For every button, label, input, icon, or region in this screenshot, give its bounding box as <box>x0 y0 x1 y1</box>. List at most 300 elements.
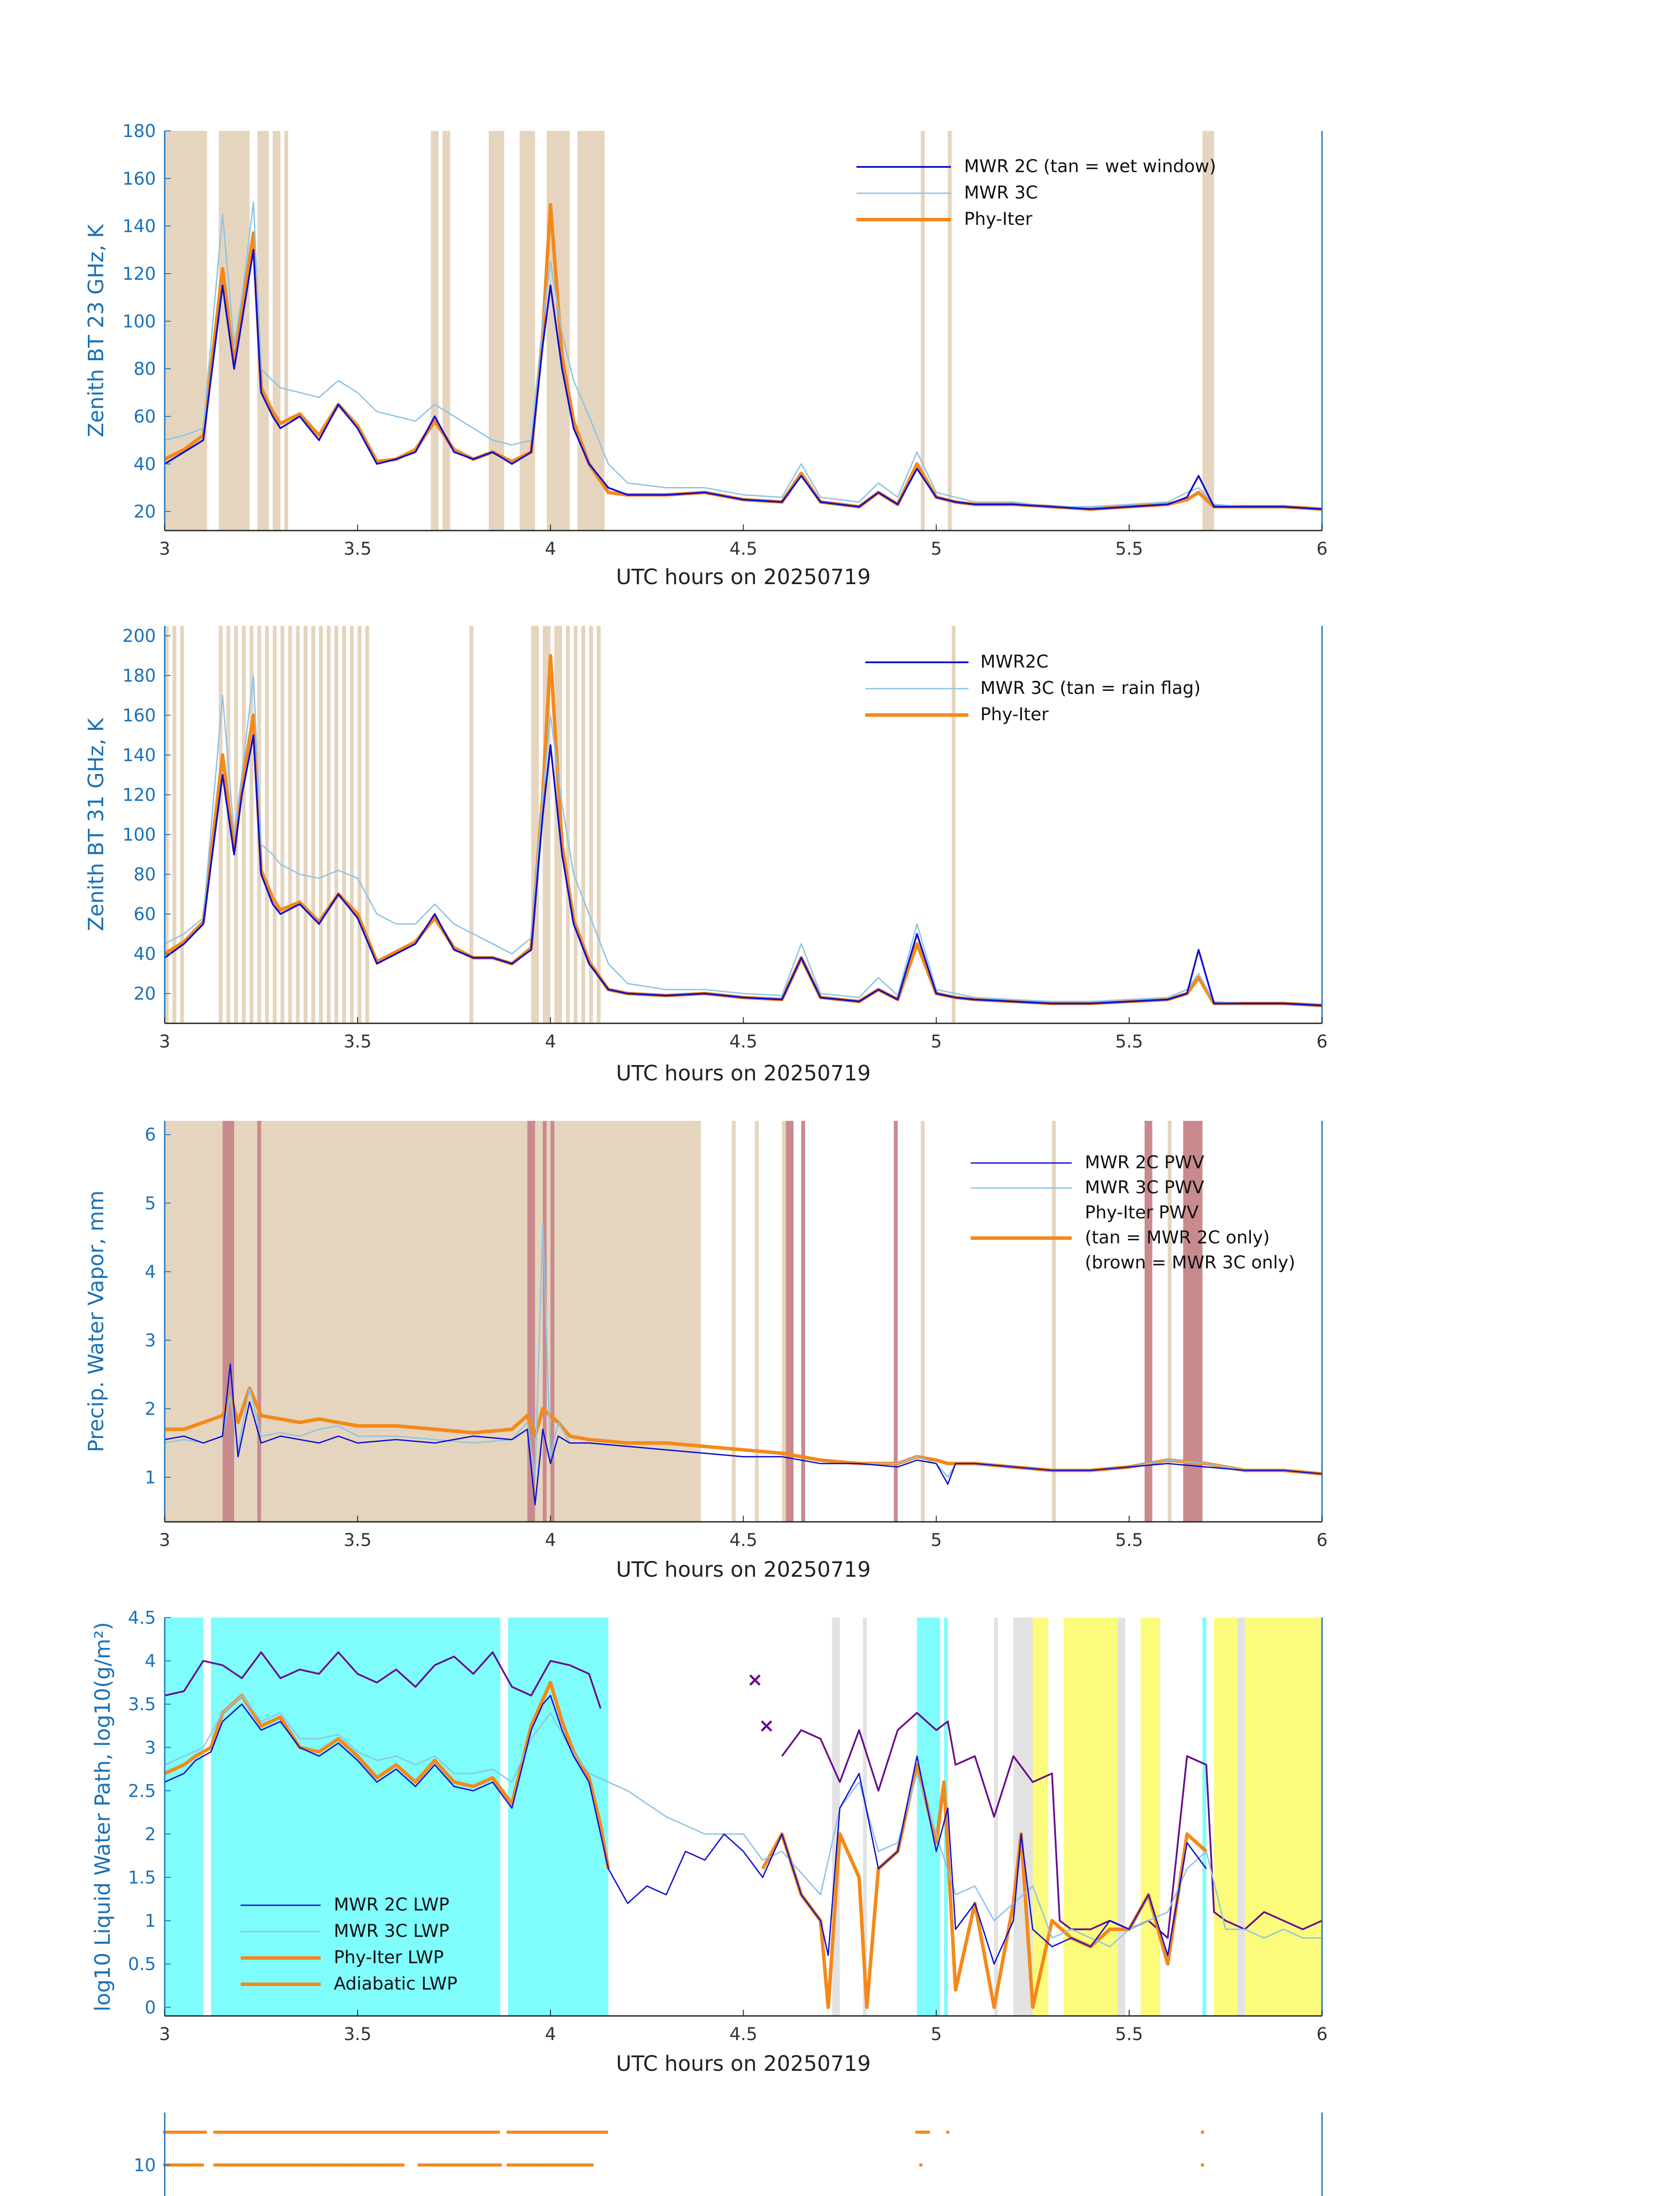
flag-point <box>553 2131 556 2134</box>
flag-point <box>343 2163 347 2167</box>
flag-point <box>192 2163 195 2167</box>
flag-point <box>219 2163 222 2167</box>
flag-point <box>430 2163 433 2167</box>
flag-point <box>364 2131 367 2134</box>
shaded-region-yellow <box>1245 1618 1322 2016</box>
flag-point <box>213 2163 217 2167</box>
flag-point <box>222 2163 225 2167</box>
flag-point <box>198 2163 201 2167</box>
flag-point <box>329 2131 332 2134</box>
flag-point <box>559 2131 562 2134</box>
flag-point <box>447 2163 450 2167</box>
x-axis-label: UTC hours on 20250719 <box>616 1061 871 1086</box>
flag-point <box>189 2131 192 2134</box>
flag-point <box>497 2131 500 2134</box>
flag-point <box>491 2131 494 2134</box>
x-tick-label: 3.5 <box>343 1530 372 1550</box>
flag-point <box>535 2163 538 2167</box>
flag-point <box>251 2131 254 2134</box>
shaded-region-tan <box>296 626 300 1023</box>
x-tick-label: 5.5 <box>1115 1032 1143 1052</box>
flag-point <box>216 2163 219 2167</box>
flag-point <box>506 2131 509 2134</box>
flag-point <box>338 2163 341 2167</box>
flag-point <box>538 2163 542 2167</box>
flag-point <box>387 2131 390 2134</box>
flag-point <box>369 2163 372 2167</box>
shaded-region-tan <box>284 131 288 531</box>
flag-point <box>242 2163 246 2167</box>
y-tick-label: 100 <box>122 311 156 332</box>
flag-point <box>335 2163 338 2167</box>
flag-point <box>919 2163 922 2167</box>
y-tick-label: 140 <box>122 216 156 237</box>
shaded-region-tan <box>732 1121 736 1522</box>
x-tick-label: 5 <box>930 1032 942 1052</box>
flag-run-11 <box>1201 2131 1204 2134</box>
shaded-region-brown <box>894 1121 898 1522</box>
flag-point <box>181 2163 184 2167</box>
flag-point <box>292 2163 295 2167</box>
legend-label: Phy-Iter PWV <box>1085 1203 1199 1223</box>
x-tick-label: 5 <box>930 539 942 559</box>
flag-point <box>485 2131 488 2134</box>
shaded-region-tan <box>520 131 535 531</box>
flag-point <box>452 2163 455 2167</box>
flag-point <box>430 2131 434 2134</box>
y-axis-label: log10 Liquid Water Path, log10(g/m²) <box>90 1622 115 2012</box>
y-tick-label: 0 <box>145 1997 156 2018</box>
flag-point <box>530 2131 533 2134</box>
flag-point <box>341 2163 344 2167</box>
flag-point <box>192 2131 195 2134</box>
flag-point <box>477 2131 480 2134</box>
flag-point <box>335 2131 338 2134</box>
flag-point <box>349 2163 352 2167</box>
flag-point <box>419 2131 422 2134</box>
flag-point <box>585 2131 588 2134</box>
flag-point <box>590 2163 593 2167</box>
flag-point <box>509 2131 513 2134</box>
flag-run-11 <box>163 2131 207 2134</box>
flag-run-10 <box>1201 2163 1204 2167</box>
shaded-region-brown <box>223 1121 234 1522</box>
flag-point <box>582 2131 585 2134</box>
flag-point <box>481 2163 484 2167</box>
shaded-region-tan <box>952 626 956 1023</box>
flag-point <box>372 2131 376 2134</box>
shaded-region-yellow <box>1064 1618 1122 2016</box>
flag-point <box>184 2131 187 2134</box>
flag-point <box>559 2163 562 2167</box>
x-tick-label: 4 <box>545 1530 556 1550</box>
flag-point <box>561 2131 564 2134</box>
flag-point <box>384 2131 387 2134</box>
shaded-region-tan <box>319 626 323 1023</box>
shaded-region-tan <box>273 626 277 1023</box>
y-tick-label: 20 <box>134 984 156 1004</box>
flag-point <box>225 2131 228 2134</box>
legend-label: MWR 3C LWP <box>334 1921 449 1941</box>
flag-point <box>509 2163 513 2167</box>
y-tick-label: 40 <box>134 454 156 475</box>
x-tick-label: 4.5 <box>729 1032 758 1052</box>
flag-point <box>506 2163 509 2167</box>
y-tick-label: 1.5 <box>128 1867 156 1888</box>
flag-point <box>432 2163 435 2167</box>
shaded-region-tan <box>782 1121 786 1522</box>
flag-point <box>401 2163 405 2167</box>
flag-point <box>474 2131 477 2134</box>
flag-point <box>544 2163 547 2167</box>
flag-point <box>448 2131 451 2134</box>
shaded-region-gray <box>1237 1618 1245 2016</box>
flag-point <box>300 2163 303 2167</box>
flag-point <box>175 2163 178 2167</box>
flag-point <box>456 2131 459 2134</box>
flag-point <box>263 2163 266 2167</box>
flag-point <box>285 2163 289 2167</box>
x-tick-label: 6 <box>1316 2024 1328 2044</box>
flag-point <box>596 2131 599 2134</box>
flag-point <box>915 2131 918 2134</box>
x-tick-label: 3.5 <box>343 1032 372 1052</box>
x-tick-label: 3 <box>159 539 170 559</box>
flag-point <box>189 2163 192 2167</box>
flag-point <box>323 2131 326 2134</box>
flag-point <box>376 2163 379 2167</box>
shaded-region-tan <box>358 626 361 1023</box>
shaded-region-tan <box>165 1121 701 1522</box>
x-tick-label: 4.5 <box>729 539 758 559</box>
x-tick-label: 3 <box>159 1032 170 1052</box>
flag-point <box>556 2163 559 2167</box>
legend-label: Phy-Iter <box>980 704 1049 725</box>
flag-point <box>541 2131 544 2134</box>
flag-point <box>372 2163 376 2167</box>
y-tick-label: 3 <box>145 1330 156 1351</box>
shaded-region-tan <box>165 131 207 531</box>
x-tick-label: 5.5 <box>1115 2024 1143 2044</box>
flag-point <box>438 2163 441 2167</box>
flag-point <box>367 2163 370 2167</box>
legend-label: MWR 2C (tan = wet window) <box>964 156 1216 177</box>
flag-point <box>384 2163 387 2167</box>
shaded-region-tan <box>547 131 570 531</box>
flag-point <box>251 2163 254 2167</box>
flag-point <box>271 2163 274 2167</box>
flag-point <box>515 2163 518 2167</box>
flag-point <box>393 2131 396 2134</box>
flag-point <box>398 2163 401 2167</box>
flag-point <box>573 2131 576 2134</box>
shaded-region-tan <box>442 131 450 531</box>
legend-label: MWR 2C PWV <box>1085 1152 1204 1173</box>
legend-label: MWR 2C LWP <box>334 1895 449 1915</box>
flag-point <box>482 2131 485 2134</box>
flag-point <box>195 2131 198 2134</box>
flag-point <box>323 2163 326 2167</box>
shaded-region-tan <box>242 626 246 1023</box>
flag-point <box>312 2131 315 2134</box>
x-axis-label: UTC hours on 20250719 <box>616 1557 871 1582</box>
flag-point <box>263 2131 266 2134</box>
flag-point <box>576 2163 579 2167</box>
flag-point <box>445 2131 448 2134</box>
legend-label: MWR 3C <box>964 183 1038 203</box>
shaded-region-yellow <box>1141 1618 1160 2016</box>
y-tick-label: 5 <box>145 1193 156 1214</box>
shaded-region-tan <box>470 626 473 1023</box>
flag-point <box>300 2131 303 2134</box>
flag-point <box>231 2131 234 2134</box>
flag-point <box>547 2163 550 2167</box>
flag-point <box>239 2163 242 2167</box>
flag-point <box>239 2131 242 2134</box>
flag-point <box>306 2131 309 2134</box>
flag-point <box>439 2131 442 2134</box>
shaded-region-tan <box>281 626 285 1023</box>
x-tick-label: 4.5 <box>729 2024 758 2044</box>
flag-point <box>248 2131 251 2134</box>
flag-point <box>476 2163 479 2167</box>
shaded-region-tan <box>1203 131 1214 531</box>
y-tick-label: 100 <box>122 825 156 845</box>
flag-point <box>268 2131 271 2134</box>
flag-point <box>274 2163 277 2167</box>
flag-point <box>590 2131 593 2134</box>
flag-point <box>413 2131 416 2134</box>
legend-label: (brown = MWR 3C only) <box>1085 1253 1295 1273</box>
flag-point <box>465 2131 468 2134</box>
flag-run-10 <box>506 2163 593 2167</box>
flag-point <box>444 2163 447 2167</box>
flag-point <box>479 2163 482 2167</box>
flag-run-11 <box>213 2131 500 2134</box>
flag-point <box>564 2163 567 2167</box>
flag-point <box>550 2163 553 2167</box>
flag-point <box>533 2163 536 2167</box>
flag-point <box>579 2131 582 2134</box>
x-tick-label: 4.5 <box>729 1530 758 1550</box>
marker-point: × <box>758 1714 775 1737</box>
y-tick-label: 80 <box>134 359 156 379</box>
shaded-region-tan <box>303 626 307 1023</box>
flag-point <box>470 2163 473 2167</box>
flag-point <box>294 2131 297 2134</box>
flag-point <box>499 2163 502 2167</box>
flag-point <box>201 2163 204 2167</box>
y-tick-label: 120 <box>122 264 156 284</box>
flag-point <box>228 2163 231 2167</box>
flag-point <box>283 2163 286 2167</box>
shaded-region-tan <box>582 626 585 1023</box>
flag-point <box>455 2163 459 2167</box>
flag-point <box>515 2131 518 2134</box>
flag-point <box>423 2163 426 2167</box>
flag-point <box>570 2163 573 2167</box>
flag-point <box>570 2131 573 2134</box>
shaded-region-tan <box>566 626 570 1023</box>
y-tick-label: 60 <box>134 407 156 427</box>
flag-point <box>280 2131 283 2134</box>
y-tick-label: 1 <box>145 1467 156 1488</box>
shaded-region-tan <box>578 131 604 531</box>
flag-point <box>289 2131 292 2134</box>
flag-point <box>257 2163 260 2167</box>
flag-run-10 <box>919 2163 922 2167</box>
x-axis-label: UTC hours on 20250719 <box>616 2052 871 2076</box>
flag-point <box>494 2131 497 2134</box>
flag-point <box>512 2163 515 2167</box>
flag-point <box>177 2163 181 2167</box>
flag-point <box>314 2131 318 2134</box>
flag-point <box>277 2131 280 2134</box>
flag-point <box>556 2131 559 2134</box>
marker-point: × <box>747 1668 763 1691</box>
flag-point <box>292 2131 295 2134</box>
shaded-region-cyan <box>508 1618 608 2016</box>
flag-point <box>341 2131 344 2134</box>
flag-point <box>541 2163 544 2167</box>
legend-label: MWR2C <box>980 652 1049 672</box>
flag-point <box>318 2131 321 2134</box>
flag-point <box>468 2131 471 2134</box>
flag-point <box>524 2131 527 2134</box>
y-axis-label: Zenith BT 31 GHz, K <box>84 718 108 931</box>
flag-point <box>349 2131 352 2134</box>
flag-point <box>401 2131 405 2134</box>
flag-point <box>461 2163 464 2167</box>
flag-point <box>280 2163 283 2167</box>
flag-point <box>234 2131 237 2134</box>
flag-point <box>521 2131 524 2134</box>
y-tick-label: 3.5 <box>128 1694 156 1715</box>
flag-point <box>254 2131 257 2134</box>
shaded-region-cyan <box>1203 1618 1207 2016</box>
flag-point <box>553 2163 556 2167</box>
flag-point <box>234 2163 237 2167</box>
shaded-region-tan <box>180 626 184 1023</box>
flag-point <box>213 2131 217 2134</box>
flag-point <box>245 2131 248 2134</box>
shaded-region-brown <box>257 1121 261 1522</box>
flag-point <box>216 2131 219 2134</box>
flag-point <box>1201 2163 1204 2167</box>
shaded-region-tan <box>265 626 269 1023</box>
flag-point <box>390 2131 393 2134</box>
flag-point <box>473 2163 476 2167</box>
flag-point <box>396 2163 399 2167</box>
x-tick-label: 3 <box>159 2024 170 2044</box>
y-tick-label: 120 <box>122 785 156 805</box>
flag-point <box>343 2131 347 2134</box>
y-tick-label: 160 <box>122 169 156 189</box>
y-tick-label: 160 <box>122 705 156 726</box>
flag-point <box>421 2163 424 2167</box>
flag-point <box>318 2163 321 2167</box>
flag-point <box>521 2163 524 2167</box>
flag-point <box>538 2131 542 2134</box>
flag-point <box>347 2163 350 2167</box>
flag-point <box>364 2163 367 2167</box>
flag-point <box>309 2163 312 2167</box>
flag-point <box>378 2163 381 2167</box>
flag-point <box>274 2131 277 2134</box>
flag-point <box>393 2163 396 2167</box>
flag-point <box>410 2131 413 2134</box>
x-tick-label: 5.5 <box>1115 1530 1143 1550</box>
flag-point <box>462 2131 465 2134</box>
x-tick-label: 5 <box>930 2024 942 2044</box>
x-tick-label: 6 <box>1316 1032 1328 1052</box>
flag-point <box>518 2163 521 2167</box>
flag-point <box>369 2131 372 2134</box>
flag-point <box>236 2131 239 2134</box>
y-tick-label: 4 <box>145 1651 156 1672</box>
shaded-region-tan <box>342 626 346 1023</box>
flag-point <box>222 2131 225 2134</box>
flag-point <box>390 2163 393 2167</box>
flag-point <box>921 2131 924 2134</box>
flag-point <box>602 2131 605 2134</box>
shaded-region-tan <box>350 626 354 1023</box>
flag-point <box>320 2131 323 2134</box>
flag-point <box>550 2131 553 2134</box>
legend-label: MWR 3C PWV <box>1085 1177 1204 1198</box>
flag-point <box>398 2131 401 2134</box>
flag-point <box>186 2131 189 2134</box>
flag-point <box>314 2163 318 2167</box>
y-tick-label: 4.5 <box>128 1608 156 1628</box>
y-tick-label: 40 <box>134 944 156 964</box>
flag-point <box>271 2131 274 2134</box>
legend-label: Phy-Iter <box>964 209 1033 229</box>
y-tick-label: 6 <box>145 1125 156 1145</box>
flag-point <box>352 2131 355 2134</box>
flag-point <box>387 2163 390 2167</box>
shaded-region-tan <box>1052 1121 1056 1522</box>
flag-point <box>181 2131 184 2134</box>
flag-point <box>533 2131 536 2134</box>
flag-point <box>458 2163 461 2167</box>
flag-point <box>352 2163 355 2167</box>
flag-point <box>416 2131 419 2134</box>
flag-point <box>527 2163 530 2167</box>
flag-point <box>530 2163 533 2167</box>
flag-point <box>332 2131 335 2134</box>
shaded-region-tan <box>273 131 281 531</box>
y-axis-label: Precip. Water Vapor, mm <box>84 1190 108 1452</box>
flag-point <box>361 2163 364 2167</box>
flag-point <box>918 2131 921 2134</box>
legend-label: MWR 3C (tan = rain flag) <box>980 678 1201 698</box>
flag-point <box>303 2131 306 2134</box>
flag-point <box>169 2131 172 2134</box>
x-tick-label: 6 <box>1316 539 1328 559</box>
y-tick-label: 0.5 <box>128 1954 156 1975</box>
flag-point <box>567 2163 571 2167</box>
x-tick-label: 5.5 <box>1115 539 1143 559</box>
flag-point <box>186 2163 189 2167</box>
flag-point <box>564 2131 567 2134</box>
shaded-region-tan <box>288 626 292 1023</box>
flag-point <box>285 2131 289 2134</box>
flag-point <box>490 2163 493 2167</box>
flag-point <box>303 2163 306 2167</box>
flag-point <box>347 2131 350 2134</box>
flag-point <box>453 2131 456 2134</box>
